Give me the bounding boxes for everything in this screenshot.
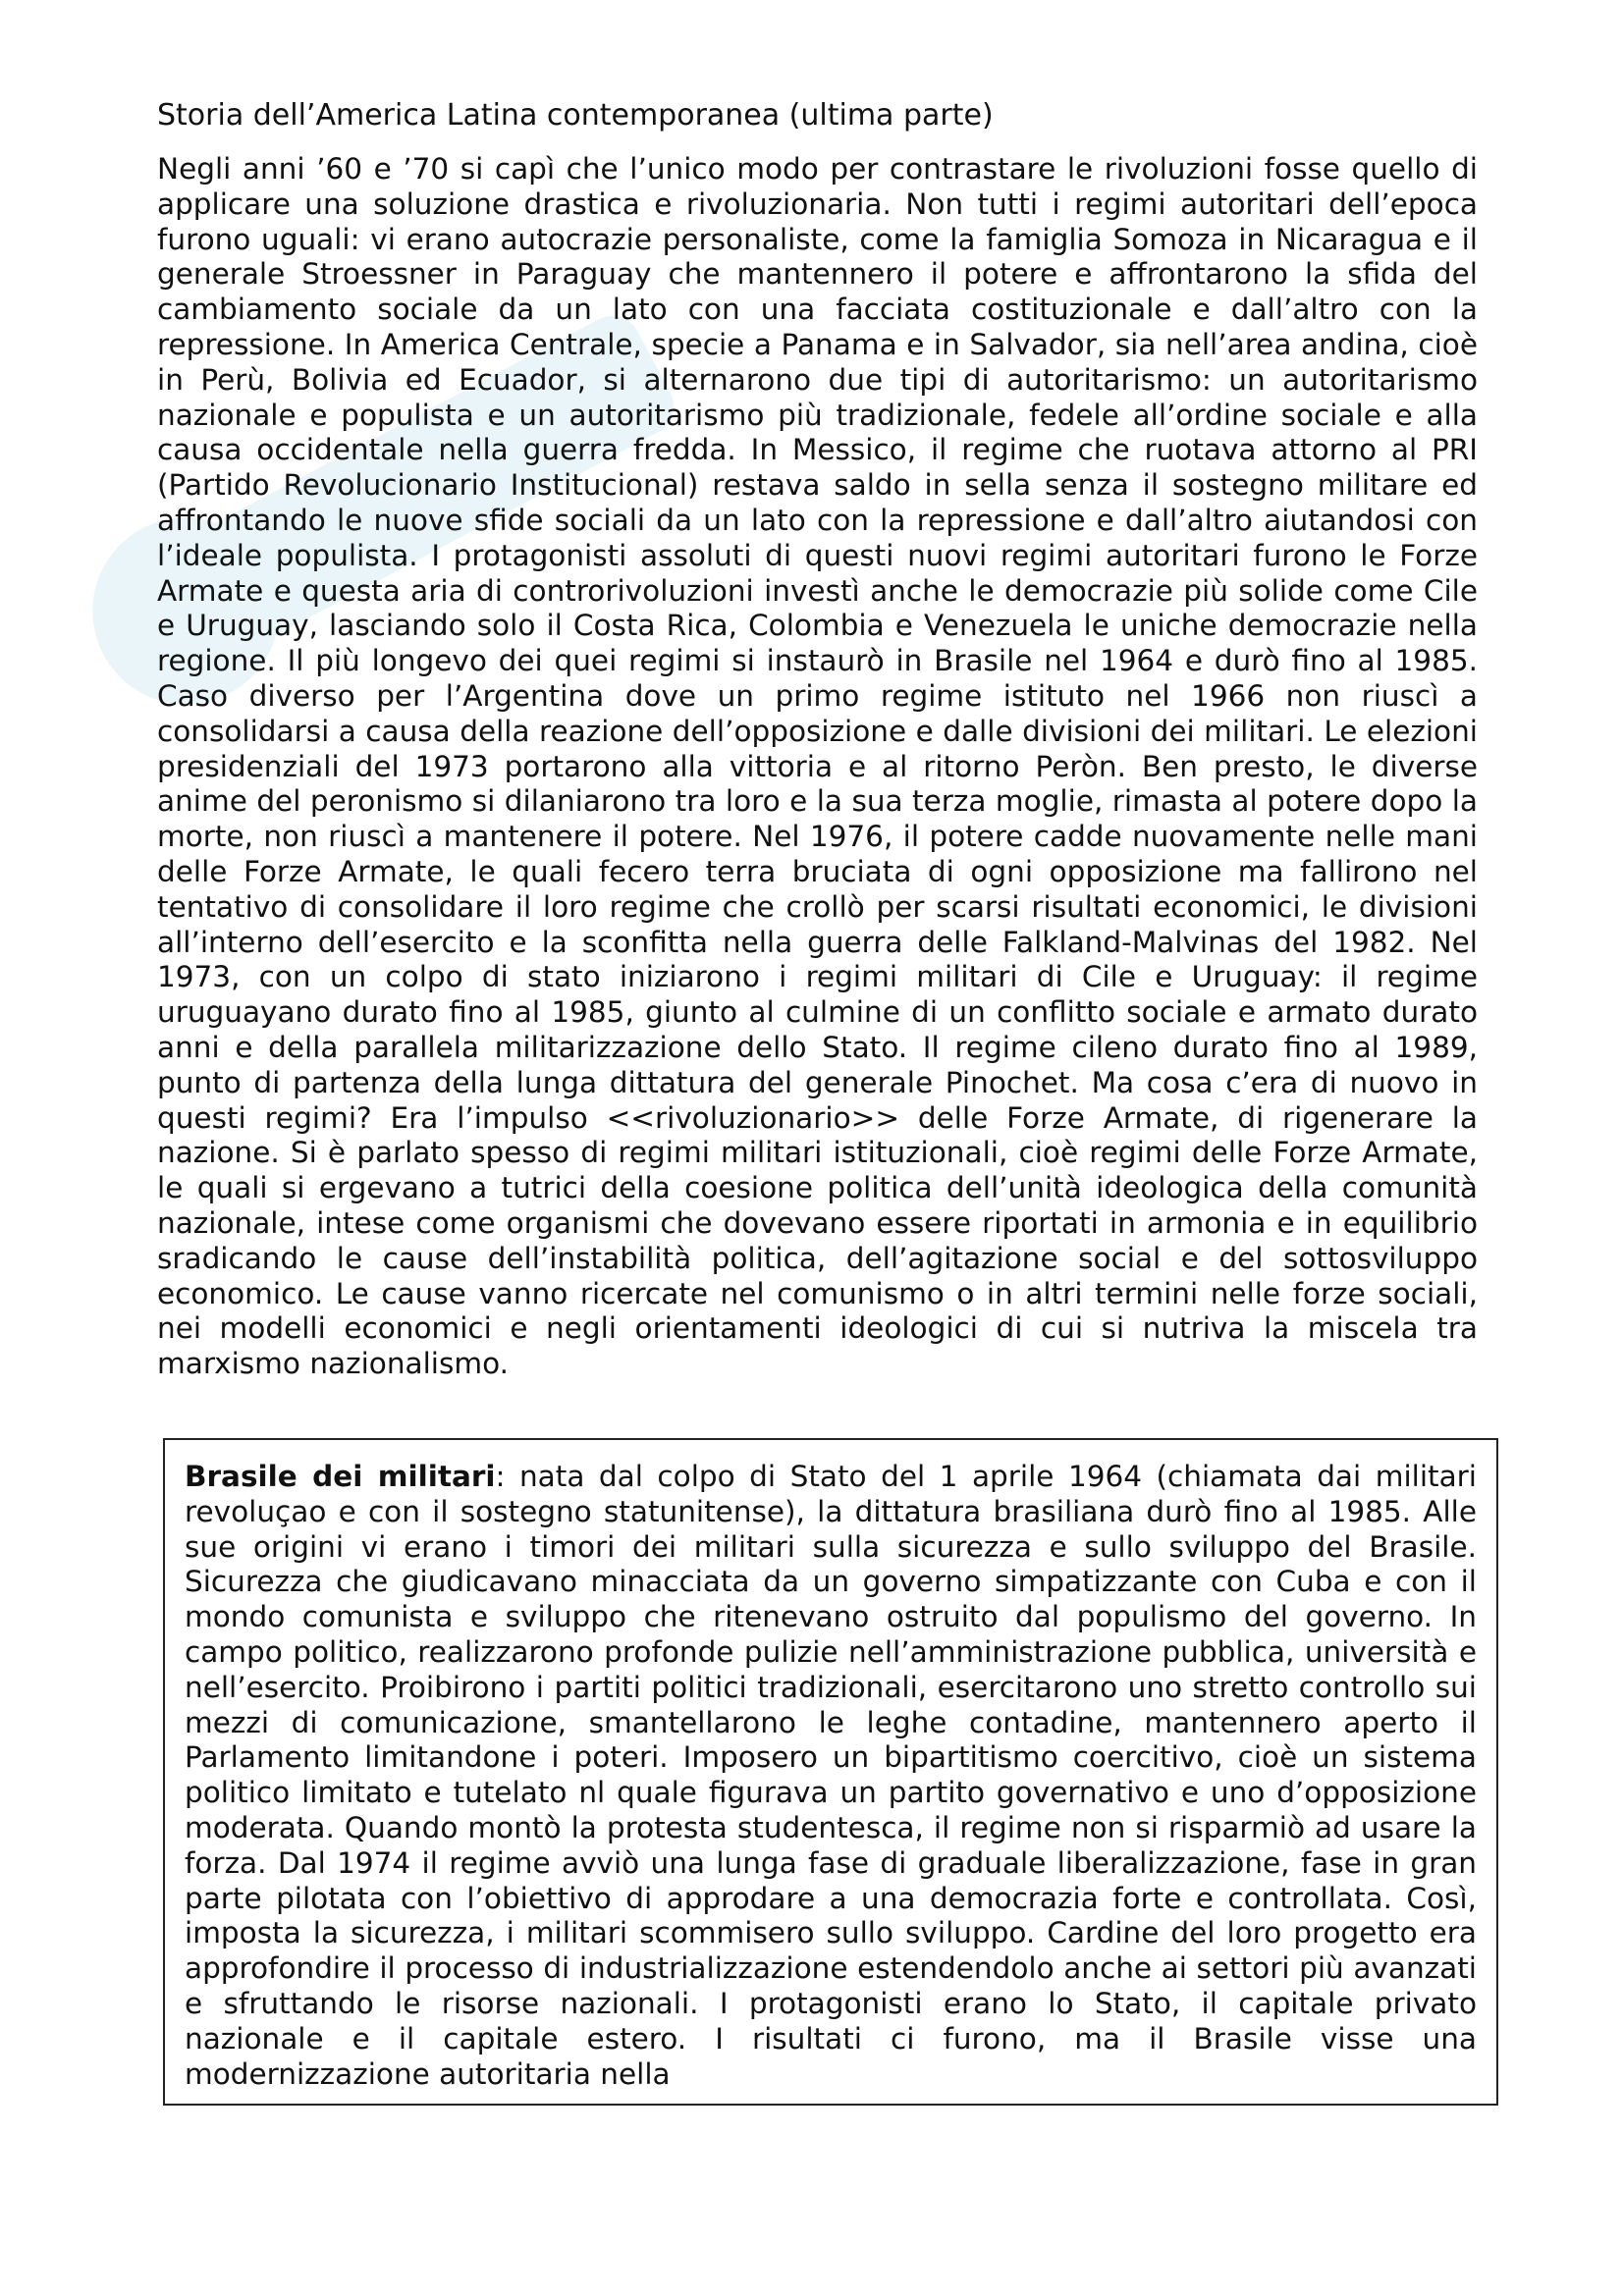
box-heading: Brasile dei militari (185, 1460, 496, 1493)
body-paragraph: Negli anni ’60 e ’70 si capì che l’unico modo per contrastare le rivoluzioni fosse quello di applicare una soluzione drastica e rivoluzionaria. Non tutti i regimi autoritari dell’epoca furono uguali: vi erano autocrazie personaliste, come la famiglia Somoza in Nicaragua e il generale Stroessner in Paraguay che mantennero il potere e affrontarono la sfida del cambiamento sociale da un lato con una facciata costituzionale e dall’altro con la repressione. In America Centrale, specie a Panama e in Salvador, sia nell’area andina, cioè in Perù, Bolivia ed Ecuador, si alternarono due tipi di autoritarismo: un autoritarismo nazionale e populista e un autoritarismo più tradizionale, fedele all’ordine sociale e alla causa occidentale nella guerra fredda. In Messico, il regime che ruotava attorno al PRI (Partido Revolucionario Institucional) restava saldo in sella senza il sostegno militare ed affrontando le nuove sfide sociali da un lato con la repressione e dall’altro aiutandosi con l’ideale populista. I protagonisti assoluti di questi nuovi regimi autoritari furono le Forze Armate e questa aria di controrivoluzioni investì anche le democrazie più solide come Cile e Uruguay, lasciando solo il Costa Rica, Colombia e Venezuela le uniche democrazie nella regione. Il più longevo dei quei regimi si instaurò in Brasile nel 1964 e durò fino al 1985. Caso diverso per l’Argentina dove un primo regime istituto nel 1966 non riuscì a consolidarsi a causa della reazione dell’opposizione e dalle divisioni dei militari. Le elezioni presidenziali del 1973 portarono alla vittoria e al ritorno Peròn. Ben presto, le diverse anime del peronismo si dilaniarono tra loro e la sua terza moglie, rimasta al potere dopo la morte, non riuscì a mantenere il potere. Nel 1976, il potere cadde nuovamente nelle mani delle Forze Armate, le quali fecero terra bruciata di ogni opposizione ma fallirono nel tentativo di consolidare il loro regime che crollò per scarsi risultati economici, le divisioni all’interno dell’esercito e la sconfitta nella guerra delle Falkland-Malvinas del 1982. Nel 1973, con un colpo di stato iniziarono i regimi militari di Cile e Uruguay: il regime uruguayano durato fino al 1985, giunto al culmine di un conflitto sociale e armato durato anni e della parallela militarizzazione dello Stato. Il regime cileno durato fino al 1989, punto di partenza della lunga dittatura del generale Pinochet. Ma cosa c’era di nuovo in questi regimi? Era l’impulso <<rivoluzionario>> delle Forze Armate, di rigenerare la nazione. Si è parlato spesso di regimi militari istituzionali, cioè regimi delle Forze Armate, le quali si ergevano a tutrici della coesione politica dell’unità ideologica della comunità nazionale, intese come organismi che dovevano essere riportati in armonia e in equilibrio sradicando le cause dell’instabilità politica, dell’agitazione social e del sottosviluppo economico. Le cause vanno ricercate nel comunismo o in altri termini nelle forze sociali, nei modelli economici e negli orientamenti ideologici di cui si nutriva la miscela tra marxismo nazionalismo. (157, 152, 1478, 1381)
box-paragraph (185, 1460, 1477, 2092)
box-text: : nata dal colpo di Stato del 1 aprile 1964 (chiamata dai militari revoluçao e con il sostegno statunitense), la dittatura brasiliana durò fino al 1985. Alle sue origini vi erano i timori dei militari sulla sicurezza e sullo sviluppo del Brasile. Sicurezza che giudicavano minacciata da un governo simpatizzante con Cuba e con il mondo comunista e sviluppo che ritenevano ostruito dal populismo del governo. In campo politico, realizzarono profonde pulizie nell’amministrazione pubblica, università e nell’esercito. Proibirono i partiti politici tradizionali, esercitarono uno stretto controllo sui mezzi di comunicazione, smantellarono le leghe contadine, mantennero aperto il Parlamento limitandone i poteri. Imposero un bipartitismo coercitivo, cioè un sistema politico limitato e tutelato nl quale figurava un partito governativo e uno d’opposizione moderata. Quando montò la protesta studentesca, il regime non si risparmiò ad usare la forza. Dal 1974 il regime avviò una lunga fase di graduale liberalizzazione, fase in gran parte pilotata con l’obiettivo di approdare a una democrazia forte e controllata. Così, imposta la sicurezza, i militari scommisero sullo sviluppo. Cardine del loro progetto era approfondire il processo di industrializzazione estendendolo anche ai settori più avanzati e sfruttando le risorse nazionali. I protagonisti erano lo Stato, il capitale privato nazionale e il capitale estero. I risultati ci furono, ma il Brasile visse una modernizzazione autoritaria nella (185, 1460, 1478, 2091)
brasile-box (163, 1438, 1498, 2106)
document-title: Storia dell’America Latina contemporanea (ultima parte) (157, 98, 994, 133)
